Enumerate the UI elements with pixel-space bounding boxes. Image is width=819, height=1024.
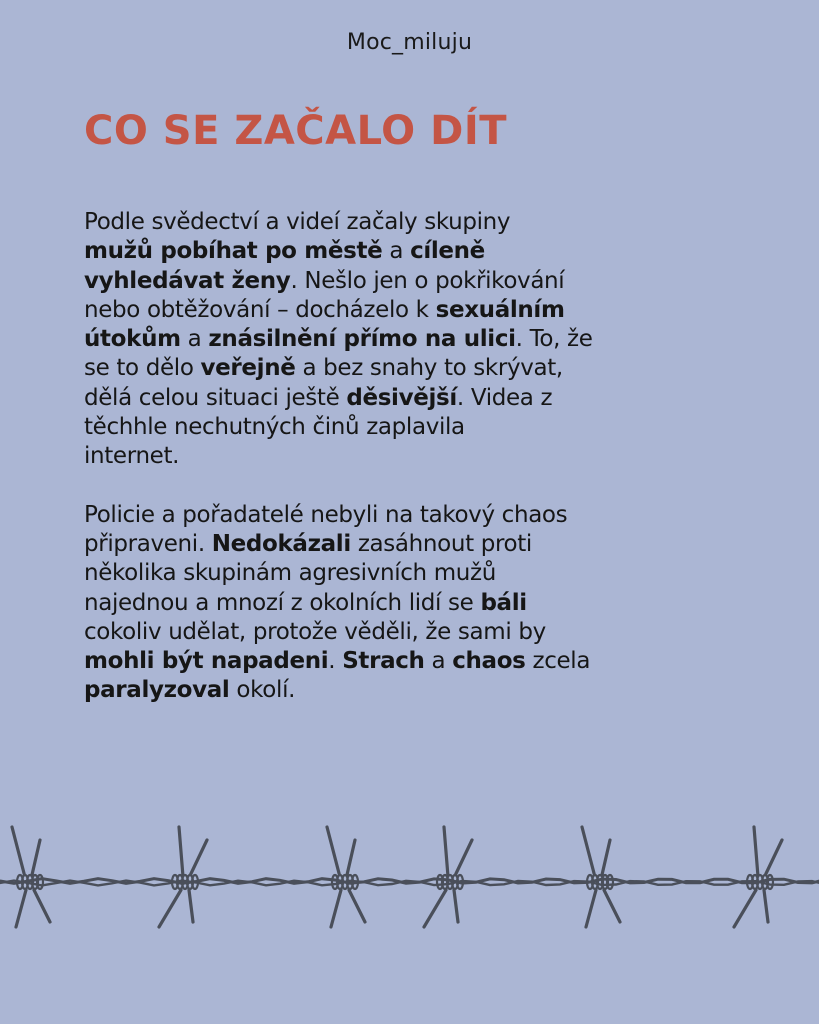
emphasis-text: Nedokázali — [211, 530, 351, 557]
article-body — [84, 208, 784, 735]
text-run: několika skupinám agresivních mužů — [84, 560, 496, 587]
emphasis-text: Strach — [342, 648, 425, 675]
emphasis-text: děsivější — [346, 384, 457, 411]
emphasis-text: mužů pobíhat po městě — [84, 238, 383, 265]
text-run: připraveni. — [84, 530, 212, 557]
emphasis-text: chaos — [452, 648, 526, 675]
emphasis-text: cíleně — [410, 238, 485, 265]
emphasis-text: veřejně — [200, 355, 296, 382]
account-handle: Moc_miluju — [346, 30, 473, 55]
text-run: zcela — [525, 648, 591, 675]
text-run: se to dělo — [84, 355, 201, 382]
text-run: okolí. — [229, 677, 296, 704]
emphasis-text: paralyzoval — [84, 677, 230, 704]
text-run: Policie a pořadatelé nebyli na takový chaos — [84, 501, 568, 528]
text-run: zasáhnout proti — [350, 530, 532, 557]
headline: CO SE ZAČALO DÍT — [84, 108, 507, 154]
emphasis-text: mohli být napadeni — [84, 648, 329, 675]
text-run: Podle svědectví a videí začaly skupiny — [84, 209, 511, 235]
text-run: a bez snahy to skrývat, — [295, 355, 563, 382]
text-run: a — [424, 648, 453, 675]
text-run: . — [328, 648, 343, 675]
text-run: a — [382, 238, 411, 265]
text-run: nebo obtěžování – docházelo k — [84, 296, 436, 323]
emphasis-text: útokům — [84, 326, 181, 353]
text-run: najednou a mnozí z okolních lidí se — [84, 589, 481, 616]
text-run: dělá celou situaci ještě — [84, 384, 347, 411]
paragraph — [84, 501, 784, 706]
text-run: . Nešlo jen o pokřikování — [290, 267, 565, 294]
text-run: . Videa z — [456, 384, 553, 411]
text-run: těchhle nechutných činů zaplavila — [84, 414, 465, 441]
text-run: . To, že — [515, 326, 593, 353]
text-run: internet. — [84, 443, 180, 470]
text-run: a — [180, 326, 209, 353]
text-run: cokoliv udělat, protože věděli, že sami by — [84, 618, 546, 645]
barbed-wire-icon — [0, 810, 819, 940]
paragraph — [84, 208, 784, 472]
emphasis-text: báli — [480, 589, 527, 616]
emphasis-text: znásilnění přímo na ulici — [208, 326, 516, 353]
emphasis-text: vyhledávat ženy — [84, 267, 291, 294]
emphasis-text: sexuálním — [435, 296, 565, 323]
